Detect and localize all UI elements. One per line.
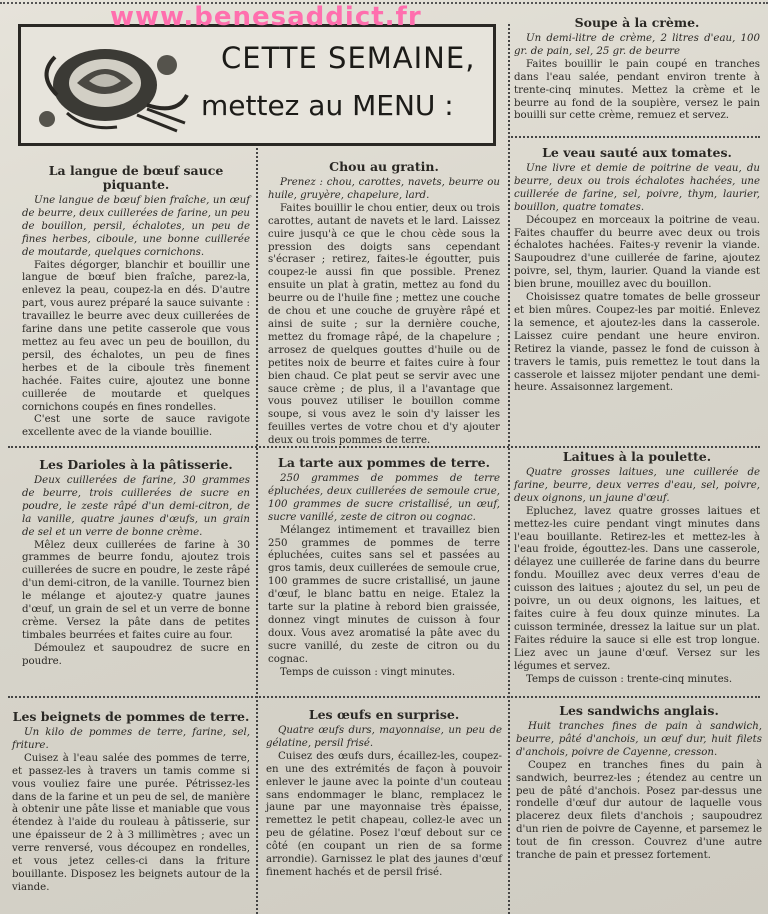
recipe-ingredients: Prenez : chou, carottes, navets, beurre ou huile, gruyère, chapelure, lard.	[268, 177, 500, 201]
header-line-2: mettez au MENU :	[201, 89, 454, 122]
recipe-ingredients: Deux cuillerées de farine, 30 grammes de beurre, trois cuillerées de sucre en poudre, le zeste râpé d'un demi-citron, de la vanille, quatre jaunes d'œufs, un grain de sel et un verre de bonne crème.	[22, 475, 250, 538]
recipe-title: Les Darioles à la pâtisserie.	[39, 457, 233, 472]
recipe-step: Faites bouillir le pain coupé en tranches dans l'eau salée, pendant environ trente à trente-cinq minutes. Mettez la crème et le beurre au fond de la soupière, versez le pain bouilli sur cette crème, remuez et servez.	[514, 58, 760, 122]
recipe-langue	[22, 164, 250, 440]
row-rule	[508, 136, 760, 138]
recipe-title: Les œufs en surprise.	[308, 707, 460, 722]
recipe-step: Faites dégorger, blanchir et bouillir une langue de bœuf bien fraîche, parez-la, enlevez la peau, coupez-la en dés. D'autre part, vous aurez préparé la sauce suivante : travaillez le beurre avec deux cuillerées de farine dans une petite casserole que vous mettez au feu avec un peu de bouillon, du persil, des échalotes, un peu de fines herbes et de la ciboule très finement hachée. Faites cuire, ajoutez une bonne cuillerée de moutarde et quelques cornichons coupés en fines rondelles.	[22, 259, 250, 413]
recipe-title: Les beignets de pommes de terre.	[12, 709, 250, 724]
recipe-oeufs	[266, 708, 502, 880]
recipe-darioles	[22, 458, 250, 669]
recipe-title: La langue de bœuf sauce piquante.	[48, 163, 224, 192]
recipe-step: Cuisez des œufs durs, écaillez-les, coupez-en une des extrémités de façon à pouvoir enlever le jaune avec la pointe d'un couteau sans endommager le blanc, remplacez le jaune par une mayonnaise très épaisse, remettez le petit chapeau, collez-le avec un peu de gélatine. Posez l'œuf debout sur ce côté (en coupant un rien de sa forme arrondie). Garnissez le plat des jaunes d'œuf finement hachés et de persil frisé.	[266, 750, 502, 878]
recipe-veau	[514, 146, 760, 395]
recipe-title: Les sandwichs anglais.	[559, 703, 719, 718]
recipe-tarte	[268, 456, 500, 680]
recipe-step: Cuisez à l'eau salée des pommes de terre, et passez-les à travers un tamis comme si vous vouliez faire une purée. Pétrissez-les dans de la farine et un peu de sel, de manière à obtenir une pâte lisse et maniable que vous étendez à l'aide du rouleau à pâtisserie, sur une épaisseur de 2 à 3 millimètres ; avec un verre renversé, vous découpez en rondelles, et vous jetez celles-ci dans la friture bouillante. Disposez les beignets autour de la viande.	[12, 752, 250, 893]
header-line-1: CETTE SEMAINE,	[221, 41, 476, 75]
recipe-step: Epluchez, lavez quatre grosses laitues et mettez-les cuire pendant vingt minutes dans l'eau bouillante. Retirez-les et mettez-les à l'eau froide, égouttez-les. Dans une casserole, délayez une cuillerée de farine dans du beurre fondu. Mouillez avec deux verres d'eau de cuisson des laitues ; ajoutez du sel, un peu de poivre, un ou deux oignons, les laitues, et faites cuire à feu doux quinze minutes. La cuisson terminée, dressez la laitue sur un plat. Faites réduire la sauce si elle est trop longue. Liez avec un jaune d'œuf. Versez sur les légumes et servez.	[514, 505, 760, 672]
watermark: www.benesaddict.fr	[110, 2, 422, 32]
recipe-step: Faites bouillir le chou entier, deux ou trois carottes, autant de navets et le lard. Laissez cuire jusqu'à ce que le chou cède sous la pression des doigts sans cependant s'écraser ; retirez, faites-le égoutter, puis coupez-le aussi fin que possible. Prenez ensuite un plat à gratin, mettez au fond du beurre ou de l'huile fine ; mettez une couche de chou et une couche de gruyère râpé et ainsi de suite ; sur la dernière couche, mettez du fromage râpé, de la chapelure ; arrosez de quelques gouttes d'huile ou de petites noix de beurre et faites cuire à four bien chaud. Ce plat peut se servir avec une sauce crème ; de plus, il a l'avantage que vous pouvez utiliser le bouillon comme soupe, si vous avez le soin d'y laisser les feuilles vertes de votre chou et d'y ajouter deux ou trois pommes de terre.	[268, 202, 500, 447]
recipe-step: Mélangez intimement et travaillez bien 250 grammes de pommes de terre épluchées, cuites sans sel et passées au gros tamis, deux cuillerées de semoule crue, 100 grammes de sucre cristallisé, un jaune d'œuf, le blanc battu en neige. Etalez la tarte sur la platine à rebord bien graissée, donnez vingt minutes de cuisson à four doux. Vous avez aromatisé la pâte avec du sucre vanillé, du zeste de citron ou du cognac.	[268, 524, 500, 665]
recipe-ingredients: Un demi-litre de crème, 2 litres d'eau, 100 gr. de pain, sel, 25 gr. de beurre	[514, 33, 760, 57]
recipe-step: C'est une sorte de sauce ravigote excellente avec de la viande bouillie.	[22, 414, 250, 439]
recipe-soupe	[514, 16, 760, 123]
recipe-beignets	[12, 710, 250, 895]
recipe-ingredients: Quatre grosses laitues, une cuillerée de farine, beurre, deux verres d'eau, sel, poivre, deux oignons, un jaune d'œuf.	[514, 467, 760, 504]
recipe-title: Soupe à la crème.	[574, 15, 700, 30]
recipe-chou	[268, 160, 500, 448]
cabbage-icon	[27, 35, 193, 137]
recipe-step: Mêlez deux cuillerées de farine à 30 grammes de beurre fondu, ajoutez trois cuillerées de sucre en poudre, le zeste râpé d'un demi-citron, de la vanille. Tournez bien le mélange et ajoutez-y quatre jaunes d'œuf, un grain de sel et un verre de bonne crème. Versez la pâte dans de petites timbales beurrées et faites cuire au four.	[22, 539, 250, 641]
recipe-ingredients: Huit tranches fines de pain à sandwich, beurre, pâté d'anchois, un œuf dur, huit filets d'anchois, poivre de Cayenne, cresson.	[516, 721, 762, 758]
recipe-step: Découpez en morceaux la poitrine de veau. Faites chauffer du beurre avec deux ou trois échalotes hachées. Faites-y revenir la viande. Saupoudrez d'une cuillerée de farine, ajoutez poivre, sel, thym, laurier. Quand la viande est bien brune, mouillez avec du bouillon.	[514, 214, 760, 291]
recipe-ingredients: Un kilo de pommes de terre, farine, sel, friture.	[12, 727, 250, 751]
recipe-title: La tarte aux pommes de terre.	[278, 455, 490, 470]
recipe-title: Laitues à la poulette.	[562, 449, 712, 464]
recipe-ingredients: Quatre œufs durs, mayonnaise, un peu de gélatine, persil frisé.	[266, 725, 502, 749]
header-box	[18, 24, 496, 146]
column-rule	[508, 24, 510, 914]
recipe-ingredients: Une livre et demie de poitrine de veau, du beurre, deux ou trois échalotes hachées, une cuillerée de farine, sel, poivre, thym, laurier, bouillon, quatre tomates.	[514, 163, 760, 213]
recipe-ingredients: Une langue de bœuf bien fraîche, un œuf de beurre, deux cuillerées de farine, un peu de bouillon, persil, échalotes, un peu de fines herbes, ciboule, une bonne cuillerée de moutarde, quelques cornichons.	[22, 195, 250, 258]
recipe-sandwichs	[516, 704, 762, 863]
recipe-step: Choisissez quatre tomates de belle grosseur et bien mûres. Coupez-les par moitié. Enlevez la semence, et ajoutez-les dans la casserole. Laissez cuire pendant une heure environ. Retirez la viande, passez le fond de cuisson à travers le tamis, puis remettez le tout dans la casserole et laissez mijoter pendant une demi-heure. Assaisonnez largement.	[514, 292, 760, 394]
recipe-step: Temps de cuisson : vingt minutes.	[280, 666, 456, 678]
recipe-ingredients: 250 grammes de pommes de terre épluchées, deux cuillerées de semoule crue, 100 grammes de sucre cristallisé, un œuf, sucre vanillé, zeste de citron ou cognac.	[268, 473, 500, 523]
recipe-step: Démoulez et saupoudrez de sucre en poudre.	[22, 642, 250, 667]
recipe-step: Temps de cuisson : trente-cinq minutes.	[526, 673, 733, 685]
recipe-title: Chou au gratin.	[329, 159, 439, 174]
row-rule	[8, 696, 760, 698]
recipe-step: Coupez en tranches fines du pain à sandwich, beurrez-les ; étendez au centre un peu de pâté d'anchois. Posez par-dessus une rondelle d'œuf dur autour de laquelle vous placerez deux filets d'anchois ; saupoudrez d'un rien de poivre de Cayenne, et parsemez le tout de fin cresson. Couvrez d'une autre tranche de pain et pressez fortement.	[516, 759, 762, 862]
recipe-laitues	[514, 450, 760, 686]
recipe-title: Le veau sauté aux tomates.	[542, 145, 732, 160]
column-rule	[256, 148, 258, 914]
